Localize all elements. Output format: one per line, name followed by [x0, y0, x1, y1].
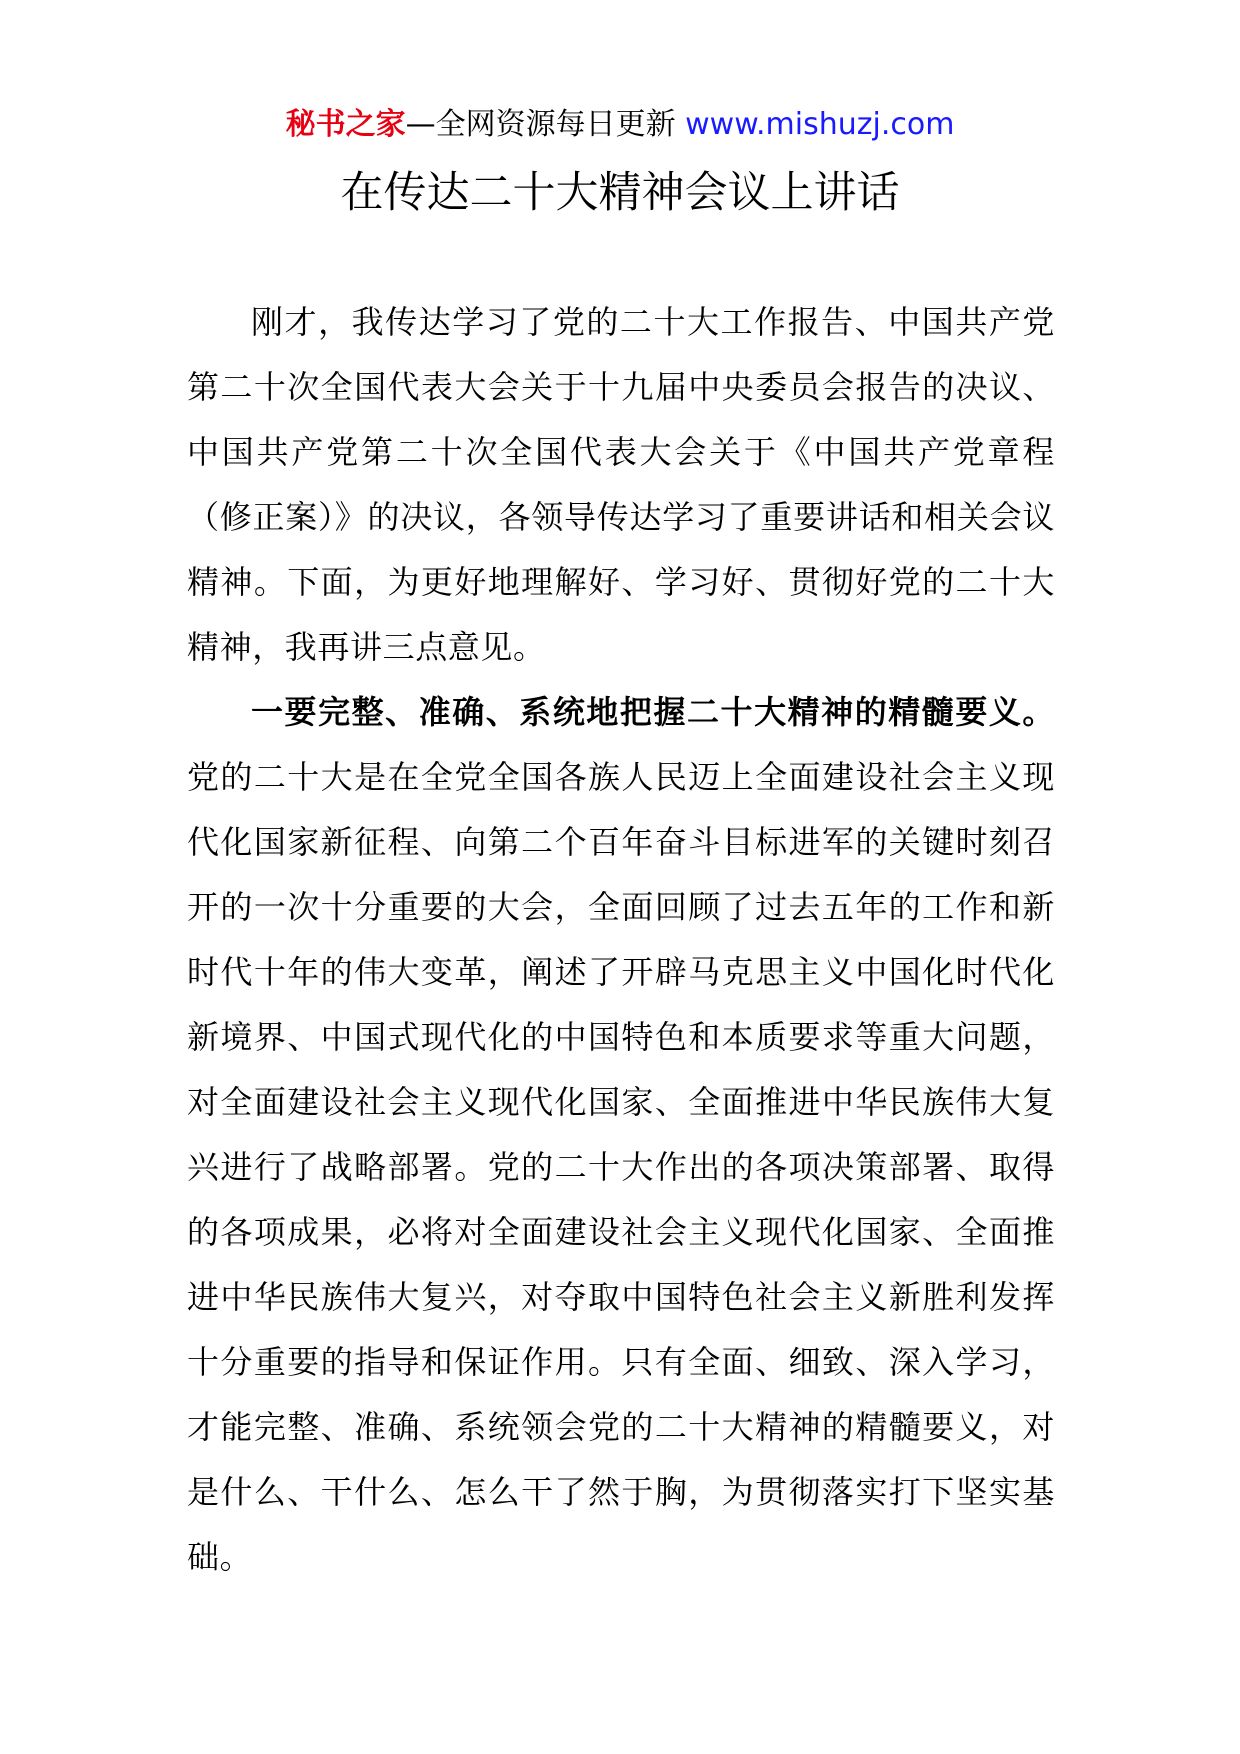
site-header [0, 100, 1240, 150]
site-url-link[interactable]: www.mishuzj.com [685, 107, 955, 142]
paragraph-1-text: 刚才，我传达学习了党的二十大工作报告、中国共产党第二十次全国代表大会关于十九届中央委员会报告的决议、中国共产党第二十次全国代表大会关于《中国共产党章程（修正案）》的决议，各领导传达学习了重要讲话和相关会议精神。下面，为更好地理解好、学习好、贯彻好党的二十大精神，我再讲三点意见。 [187, 303, 1055, 666]
document-body [187, 290, 1055, 1590]
paragraph-2-text: 党的二十大是在全党全国各族人民迈上全面建设社会主义现代化国家新征程、向第二个百年奋斗目标进军的关键时刻召开的一次十分重要的大会，全面回顾了过去五年的工作和新时代十年的伟大变革，阐述了开辟马克思主义中国化时代化新境界、中国式现代化的中国特色和本质要求等重大问题，对全面建设社会主义现代化国家、全面推进中华民族伟大复兴进行了战略部署。党的二十大作出的各项决策部署、取得的各项成果，必将对全面建设社会主义现代化国家、全面推进中华民族伟大复兴，对夺取中国特色社会主义新胜利发挥十分重要的指导和保证作用。只有全面、细致、深入学习，才能完整、准确、系统领会党的二十大精神的精髓要义，对是什么、干什么、怎么干了然于胸，为贯彻落实打下坚实基础。 [187, 758, 1055, 1576]
document-title: 在传达二十大精神会议上讲话 [340, 168, 900, 218]
brand-name: 秘书之家 [285, 107, 406, 142]
paragraph-2 [187, 680, 1055, 1590]
paragraph-1 [187, 290, 1055, 680]
header-slogan: —全网资源每日更新 [405, 107, 676, 142]
paragraph-2-lead: 一要完整、准确、系统地把握二十大精神的精髓要义。 [251, 693, 1055, 731]
